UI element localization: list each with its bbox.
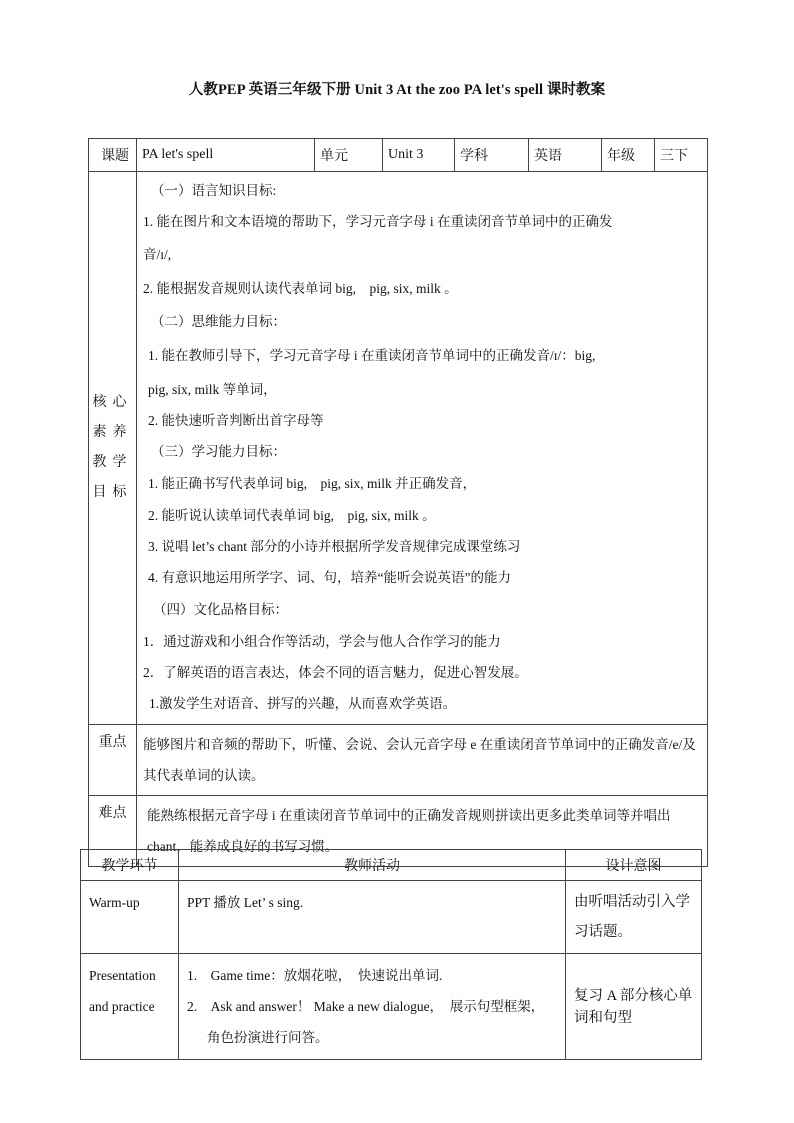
lesson-label: 课题 xyxy=(89,139,137,172)
activity-teacher xyxy=(179,954,566,1060)
goals-side-label xyxy=(89,172,137,725)
activity-teacher xyxy=(179,881,566,954)
activity-line: 1. Game time：放烟花啦， 快速说出单词. xyxy=(187,968,443,983)
subject-value: 英语 xyxy=(529,139,602,172)
activity-header-intent: 设计意图 xyxy=(566,850,702,881)
unit-value: Unit 3 xyxy=(383,139,455,172)
difficult-points-label: 难点 xyxy=(89,796,137,867)
goals-line: （一）语言知识目标: xyxy=(151,183,277,198)
activity-line: PPT 播放 Let’ s sing. xyxy=(187,895,304,910)
lesson-plan-table xyxy=(88,138,708,867)
activity-row-presentation xyxy=(81,954,702,1060)
goals-line: 1. 能在教师引导下，学习元音字母 i 在重读闭音节单词中的正确发音/ɪ/：big, xyxy=(148,348,596,363)
info-row xyxy=(89,139,708,172)
goals-line: 2. 能快速听音判断出首字母等 xyxy=(148,413,324,428)
goals-line: 音/ɪ/, xyxy=(143,247,172,262)
activity-stage: Warm-up xyxy=(81,881,179,954)
goals-line: 1．通过游戏和小组合作等活动，学会与他人合作学习的能力 xyxy=(143,634,501,649)
goals-side-label-line: 目标 xyxy=(92,485,133,500)
goals-line: 1. 能正确书写代表单词 big, pig, six, milk 并正确发音， xyxy=(148,476,477,491)
activity-table xyxy=(80,849,702,1060)
activity-header-row xyxy=(81,850,702,881)
goals-row xyxy=(89,172,708,725)
goals-line: （二）思维能力目标： xyxy=(151,314,286,329)
goals-line: （三）学习能力目标： xyxy=(151,444,286,459)
goals-side-label-line: 核心 xyxy=(92,395,133,410)
subject-label: 学科 xyxy=(455,139,529,172)
document-title: 人教PEP 英语三年级下册 Unit 3 At the zoo PA let's spell 课时教案 xyxy=(188,82,606,98)
goals-content xyxy=(137,172,708,725)
goals-line: 1.激发学生对语音、拼写的兴趣，从而喜欢学英语。 xyxy=(149,696,457,711)
activity-stage: Presentation and practice xyxy=(81,954,179,1060)
grade-value: 三下 xyxy=(655,139,708,172)
grade-label: 年级 xyxy=(602,139,655,172)
unit-label: 单元 xyxy=(315,139,383,172)
lesson-value: PA let's spell xyxy=(137,139,315,172)
goals-line: pig, six, milk 等单词， xyxy=(148,382,277,397)
activity-header-stage: 教学环节 xyxy=(81,850,179,881)
activity-intent: 由听唱活动引入学习话题。 xyxy=(566,881,702,954)
goals-line: 2. 能根据发音规则认读代表单词 big, pig, six, milk 。 xyxy=(143,281,458,296)
goals-side-label-line: 教学 xyxy=(92,455,133,470)
goals-line: 2．了解英语的语言表达，体会不同的语言魅力，促进心智发展。 xyxy=(143,665,528,680)
goals-line: 2. 能听说认读单词代表单词 big, pig, six, milk 。 xyxy=(148,508,436,523)
goals-side-label-line: 素养 xyxy=(92,425,133,440)
key-points-label: 重点 xyxy=(89,725,137,796)
activity-header-teacher: 教师活动 xyxy=(179,850,566,881)
difficult-points-text: 能熟练根据元音字母 i 在重读闭音节单词中的正确发音规则拼读出更多此类单词等并唱出 chant，能养成良好的书写习惯。 xyxy=(137,796,708,867)
key-points-row xyxy=(89,725,708,796)
activity-intent: 复习 A 部分核心单词和句型 xyxy=(566,954,702,1060)
activity-row-warmup xyxy=(81,881,702,954)
activity-line: 2. Ask and answer！ Make a new dialogue， 展示句型框架， 角色扮演进行问答。 xyxy=(187,999,552,1045)
goals-line: （四）文化品格目标： xyxy=(153,602,288,617)
goals-line: 1. 能在图片和文本语境的帮助下，学习元音字母 i 在重读闭音节单词中的正确发 xyxy=(143,214,613,229)
goals-line: 3. 说唱 let’s chant 部分的小诗并根据所学发音规律完成课堂练习 xyxy=(148,539,521,554)
key-points-text: 能够图片和音频的帮助下，听懂、会说、会认元音字母 e 在重读闭音节单词中的正确发音/e/及其代表单词的认读。 xyxy=(137,725,708,796)
goals-line: 4. 有意识地运用所学字、词、句，培养“能听会说英语”的能力 xyxy=(148,570,511,585)
